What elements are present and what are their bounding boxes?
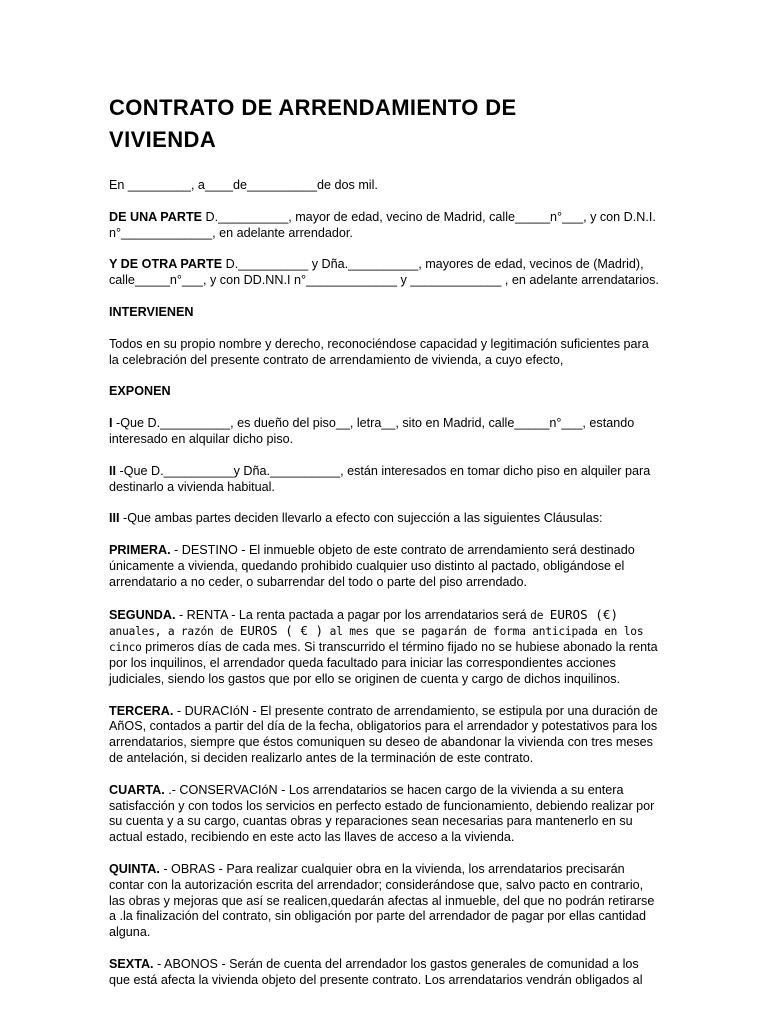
parte-2-label: Y DE OTRA PARTE bbox=[109, 257, 223, 272]
parte-1-text: D.__________, mayor de edad, vecino de Madrid, calle_____n°___, y con D.N.I. n°_____________, en adelante arrendador. bbox=[109, 209, 656, 240]
clausula-segunda-text-b: primeros días de cada mes. Si transcurrido el término fijado no se hubiese abonado la renta por los inquilinos, el arrendador queda facultado para iniciar las correspondientes acciones judiciales, siendo los gastos que por ello se originen de cuenta y cargo de dichos inquilinos. bbox=[109, 640, 658, 686]
exponen-item-2 bbox=[109, 464, 661, 496]
clausula-sexta bbox=[109, 957, 661, 989]
clausula-quinta bbox=[109, 862, 661, 941]
clausula-segunda-euros-a: EUROS (€) bbox=[549, 606, 619, 622]
document-title bbox=[109, 92, 661, 156]
exponen-heading: EXPONEN bbox=[109, 384, 171, 399]
exponen-item-1-text: -Que D.__________, es dueño del piso__, letra__, sito en Madrid, calle_____n°___, estando interesado en alquilar dicho piso. bbox=[109, 416, 635, 446]
clausula-sexta-label: SEXTA. bbox=[109, 956, 154, 971]
clausula-segunda-mono-c: al mes que se pagarán de forma anticipada en los cinco bbox=[109, 625, 644, 655]
exponen-item-2-label: II bbox=[109, 463, 116, 478]
exponen-item-1-label: I bbox=[109, 416, 113, 431]
document-body bbox=[109, 92, 661, 988]
clausula-tercera-label: TERCERA. bbox=[109, 703, 174, 718]
parte-2-paragraph bbox=[109, 257, 661, 289]
clausula-tercera bbox=[109, 704, 661, 767]
exponen-item-1 bbox=[109, 416, 661, 448]
clausula-segunda bbox=[109, 607, 661, 688]
intervienen-heading: INTERVIENEN bbox=[109, 304, 194, 319]
clausula-cuarta-label: CUARTA. bbox=[109, 782, 165, 797]
parte-1-label: DE UNA PARTE bbox=[109, 209, 203, 224]
parte-2-text: D.__________ y Dña.__________, mayores de edad, vecinos de (Madrid), calle_____n°___, y con DD.NN.I n°_____________ y _____________ , en adelante arrendatarios. bbox=[109, 257, 659, 288]
clausula-primera-label: PRIMERA. bbox=[109, 543, 171, 558]
clausula-sexta-text: - ABONOS - Serán de cuenta del arrendador los gastos generales de comunidad a los que está afecta la vivienda objeto del presente contrato. Los arrendatarios vendrán obligados al bbox=[109, 956, 643, 987]
clausula-tercera-text: - DURACIóN - El presente contrato de arrendamiento, se estipula por una duración de AñOS, contados a partir del día de la fecha, obligatorios para el arrendador y potestativos para los arrendatarios, siempre que éstos comuniquen su deseo de abandonar la vivienda con tres meses de antelación, si deciden realizarlo antes de la terminación de este contrato. bbox=[109, 703, 658, 765]
intro-paragraph: En _________, a____de__________de dos mil. bbox=[109, 178, 378, 192]
exponen-item-3-text: -Que ambas partes deciden llevarlo a efecto con sujección a las siguientes Cláusulas: bbox=[119, 511, 603, 526]
clausula-primera bbox=[109, 543, 661, 590]
clausula-segunda-text-a: - RENTA - La renta pactada a pagar por los arrendatarios será bbox=[175, 607, 531, 622]
clausula-quinta-label: QUINTA. bbox=[109, 861, 160, 876]
exponen-item-3-label: III bbox=[109, 511, 120, 526]
parte-1-paragraph bbox=[109, 210, 661, 242]
exponen-item-3 bbox=[109, 511, 661, 527]
clausula-segunda-euros-b: EUROS ( € ) bbox=[239, 623, 324, 639]
exponen-item-2-text: -Que D.__________y Dña.__________, están interesados en tomar dicho piso en alquiler para destinarlo a vivienda habitual. bbox=[109, 463, 651, 494]
clausula-segunda-label: SEGUNDA. bbox=[109, 607, 176, 622]
title-line-1: CONTRATO DE ARRENDAMIENTO DE bbox=[109, 95, 517, 120]
clausula-segunda-mono-a: de bbox=[530, 608, 550, 622]
intervienen-paragraph: Todos en su propio nombre y derecho, reconociéndose capacidad y legitimación suficientes para la celebración del presente contrato de arrendamiento de vivienda, a cuyo efecto, bbox=[109, 336, 649, 367]
clausula-primera-text: - DESTINO - El inmueble objeto de este contrato de arrendamiento será destinado únicamente a vivienda, quedando prohibido cualquier uso distinto al pactado, obligándose el arrendatario a no ceder, o subarrendar del todo o parte del piso arrendado. bbox=[109, 543, 635, 589]
clausula-cuarta bbox=[109, 783, 661, 846]
clausula-cuarta-text: .- CONSERVACIóN - Los arrendatarios se hacen cargo de la vivienda a su entera satisfacción y con todos los servicios en perfecto estado de funcionamiento, debiendo realizar por su cuenta y a su cargo, cuantas obras y reparaciones sean necesarias para mantenerlo en su actual estado, recibiendo en este acto las llaves de acceso a la vivienda. bbox=[109, 782, 655, 845]
clausula-quinta-text: - OBRAS - Para realizar cualquier obra en la vivienda, los arrendatarios precisarán contar con la autorización escrita del arrendador; considerándose que, salvo pacto en contrario, las obras y mejoras que así se realicen,quedarán afectas al inmueble, del que no podrán retirarse a .la finalización del contrato, sin obligación por parte del arrendador de pagar por ellas cantidad alguna. bbox=[109, 861, 655, 940]
title-line-2: VIVIENDA bbox=[109, 127, 217, 152]
clausula-segunda-mono-b: anuales, a razón de bbox=[109, 625, 240, 639]
